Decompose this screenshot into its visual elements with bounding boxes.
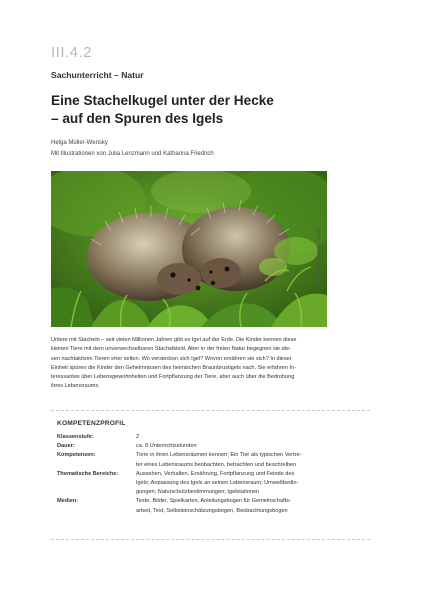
profile-top-divider [51, 410, 370, 411]
profile-value-line: Texte, Bilder, Spielkarten, Anleitungsbogen für Gemeinschafts- [136, 498, 291, 505]
profile-value-line: ca. 8 Unterrichtsstunden [136, 443, 197, 450]
intro-line: ihres Lebensraums. [51, 383, 100, 390]
profile-row-competencies [57, 451, 369, 469]
profile-value-line: arbeit, Test, Selbsteinschätzungsbogen, Beobachtungsbogen [136, 507, 288, 514]
profile-value-line: 2 [136, 434, 140, 440]
author-name: Helga Müller-Wensky [51, 140, 108, 146]
illustrator-credit: Mit Illustrationen von Julia Lenzmann und Katharina Friedrich [51, 151, 214, 157]
intro-line: Einheit spüren die Kinder den Geheimnissen des heimischen Braunbrustigels nach. Sie erfahren In- [51, 364, 296, 371]
profile-bottom-divider [51, 539, 370, 540]
intro-line: teressantes über Lebensgewohnheiten und Fortpflanzung der Tiere, aber auch über die Bedrohung [51, 374, 295, 381]
profile-value [136, 433, 369, 442]
profile-value-line: Tiere in ihren Lebensräumen kennen; Ein Tier als typischen Vertre- [136, 452, 302, 459]
profile-label: Klassenstufe: [57, 434, 94, 440]
title-line-1: Eine Stachelkugel unter der Hecke [51, 93, 274, 108]
intro-paragraph [51, 336, 327, 392]
profile-row-duration [57, 442, 369, 451]
profile-row-media [57, 497, 369, 515]
title-line-2: – auf den Spuren des Igels [51, 111, 224, 126]
profile-value-line: gungen; Naturschutzbestimmungen; Igelstationen [136, 489, 260, 496]
profile-value [136, 451, 369, 469]
profile-row-topics [57, 470, 369, 498]
profile-label: Dauer: [57, 443, 75, 450]
profile-table [57, 433, 369, 516]
page-title [51, 92, 381, 128]
profile-value-line: Igels; Anpassung des Igels an seinen Lebensraum; Umweltbedin- [136, 480, 299, 487]
profile-value [136, 497, 369, 515]
hedgehog-photo [51, 171, 327, 327]
unit-code: III.4.2 [51, 44, 93, 61]
intro-line: sen nachtaktiven Tieren eher selten. Wo verstecken sich Igel? Wovon ernähren sie sich? In dieser [51, 355, 292, 362]
profile-label: Kompetenzen: [57, 452, 96, 459]
profile-label: Medien: [57, 498, 79, 505]
profile-heading: KOMPETENZPROFIL [57, 420, 126, 427]
author-block [51, 138, 214, 160]
intro-line: Urtiere mit Stacheln – seit vielen Millionen Jahren gibt es Igel auf der Erde. Die Kinder kennen diese [51, 337, 297, 343]
profile-value [136, 442, 369, 451]
hedgehog-photo-drawing [51, 171, 327, 327]
subject-label: Sachunterricht – Natur [51, 70, 144, 80]
profile-value [136, 470, 369, 498]
profile-row-grade [57, 433, 369, 442]
intro-line: kleinen Tiere mit dem unverwechselbaren Stachelkleid. Aber in der freien Natur begegnen sie die- [51, 346, 291, 353]
profile-value-line: ter eines Lebensraums beobachten, betrachten und beschreiben [136, 461, 297, 468]
profile-value-line: Aussehen, Verhalten, Ernährung, Fortpflanzung und Feinde des [136, 470, 295, 477]
profile-label: Thematische Bereiche: [57, 470, 119, 477]
photo-credit-text: © gettyimages/Getty/slowmotiongli [316, 226, 321, 291]
